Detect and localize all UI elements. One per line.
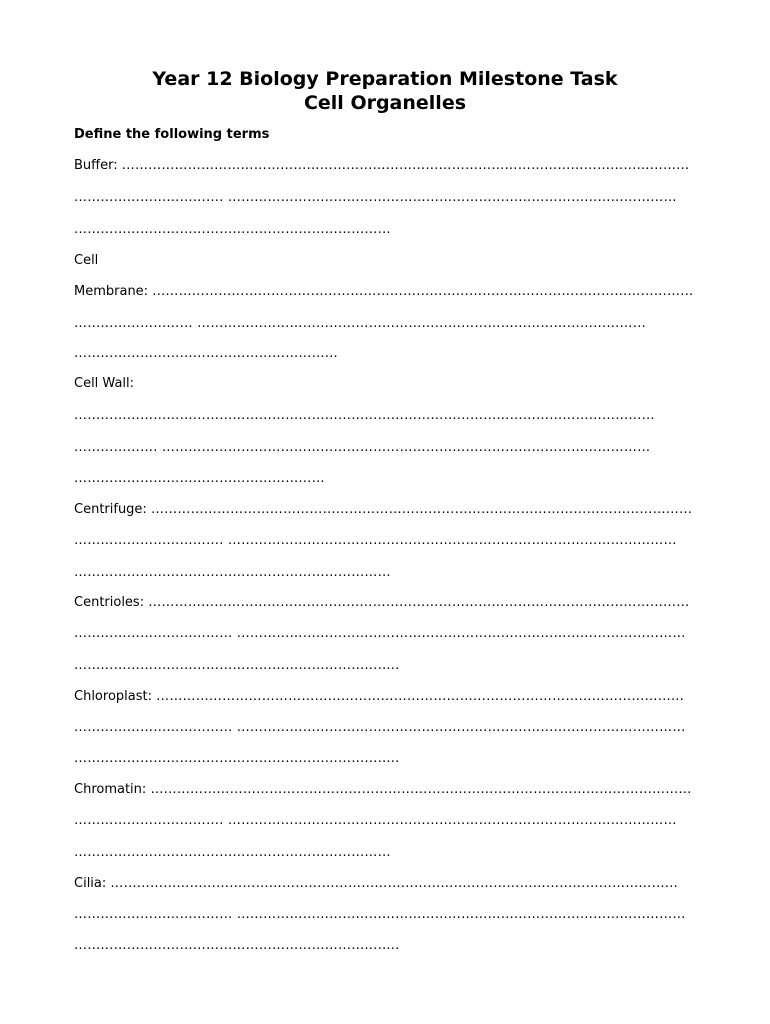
- term-centrioles-line-3: [74, 658, 696, 674]
- answer-dots: ……………………………… …………………………………………………………………………………………: [74, 626, 686, 641]
- term-chloroplast-line-1: [74, 689, 696, 705]
- answer-dots: ……………………………………………………: [74, 346, 338, 361]
- term-centrioles-line-2: [74, 626, 696, 642]
- answer-dots: …………………………………………………………………………………………………………: [156, 689, 685, 704]
- term-centrioles-line-1: [74, 595, 696, 611]
- answer-dots: ……………………………. …………………………………………………………………………………………: [74, 190, 677, 205]
- term-buffer-line-3: [74, 222, 696, 238]
- term-wall-line-3: [74, 471, 696, 487]
- term-cilia-line-2: [74, 907, 696, 923]
- answer-dots: ……………………… …………………………………………………………………………………………: [74, 316, 646, 331]
- answer-dots: ……………………………. …………………………………………………………………………………………: [74, 533, 677, 548]
- term-label: Cell Wall:: [74, 376, 135, 391]
- answer-dots: ……………………………………………………………………………………………………………………: [74, 408, 655, 423]
- answer-dots: ……………………………………………………………………………………………………………: [150, 502, 693, 517]
- answer-dots: ………………………………………………………………..: [74, 938, 400, 953]
- term-wall-line-1: [74, 408, 696, 424]
- answer-dots: ……………………………………………………………………………………………………………: [150, 782, 692, 797]
- term-cilia-line-3: [74, 938, 696, 954]
- answer-dots: …………………………………………………………………………………………………………………: [121, 158, 690, 173]
- term-chromatin-line-2: [74, 813, 696, 829]
- answer-dots: ……………………………. …………………………………………………………………………………………: [74, 813, 677, 828]
- term-wall-line-2: [74, 440, 696, 456]
- answer-dots: ……………………………… …………………………………………………………………………………………: [74, 720, 686, 735]
- answer-dots: ………………………………………………………………: [74, 845, 391, 860]
- term-label: Centrifuge:: [74, 502, 147, 517]
- document-title: Year 12 Biology Preparation Milestone Task: [152, 68, 618, 90]
- term-membrane-line-2: [74, 316, 696, 332]
- term-membrane-line-3: [74, 346, 696, 362]
- term-label: Buffer:: [74, 158, 118, 173]
- term-label: Chromatin:: [74, 782, 147, 797]
- term-membrane-line-1: [74, 284, 696, 300]
- term-label: Centrioles:: [74, 595, 145, 610]
- answer-dots: …………………………………………………………………………………………………………………: [110, 876, 679, 891]
- term-buffer-line-1: [74, 158, 696, 174]
- term-buffer-line-2: [74, 190, 696, 206]
- answer-dots: ………………………………………………………………: [74, 222, 391, 237]
- term-label: Chloroplast:: [74, 689, 152, 704]
- term-centrifuge-line-3: [74, 565, 696, 581]
- answer-dots: ……………………………………………………………………………………………………………: [148, 595, 690, 610]
- term-chromatin-line-1: [74, 782, 696, 798]
- term-chloroplast-line-2: [74, 720, 696, 736]
- term-centrifuge-line-1: [74, 502, 696, 518]
- term-chloroplast-line-3: [74, 751, 696, 767]
- answer-dots: …………………………………………………: [74, 471, 325, 486]
- answer-dots: ………………………………………………………………: [74, 565, 391, 580]
- term-label: Cilia:: [74, 876, 107, 891]
- term-label-prefix: Cell: [74, 253, 99, 268]
- answer-dots: ………………………………………………………………..: [74, 751, 400, 766]
- answer-dots: ……………………………… …………………………………………………………………………………………: [74, 907, 686, 922]
- answer-dots: ………………………………………………………………..: [74, 658, 400, 673]
- term-cilia-line-1: [74, 876, 696, 892]
- answer-dots: ……………………………………………………………………………………………………………: [152, 284, 694, 299]
- term-chromatin-line-3: [74, 845, 696, 861]
- term-label: Membrane:: [74, 284, 149, 299]
- answer-dots: ………………. …………………………………………………………………………………………………: [74, 440, 651, 455]
- document-subtitle: Cell Organelles: [303, 92, 467, 114]
- term-centrifuge-line-2: [74, 533, 696, 549]
- section-heading: Define the following terms: [74, 127, 270, 142]
